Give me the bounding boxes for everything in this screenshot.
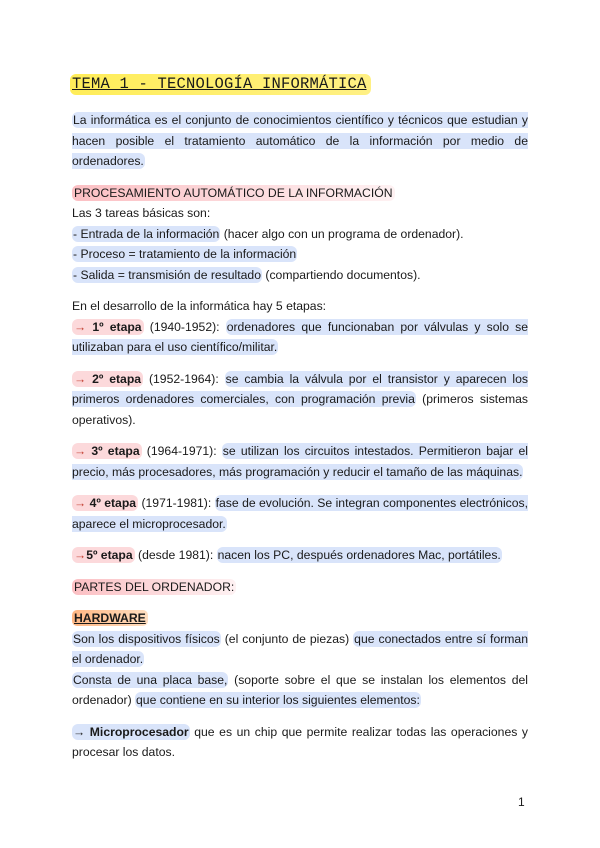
task-highlight: - Salida = transmisión de resultado <box>73 267 261 282</box>
arrow-right-icon: → <box>74 496 87 510</box>
microprocessor-label-text: Microprocesador <box>89 724 189 739</box>
stage-item <box>72 493 528 534</box>
microprocessor-item <box>72 722 528 763</box>
stage-dates: (1964-1971): <box>141 444 222 458</box>
stage-text: ordenadores que funcionaban por válvulas y solo se utilizaban para el uso científico/militar. <box>72 319 529 354</box>
stage-text: se cambia la válvula por el transistor y aparecen los primeros ordenadores comerciales, con programación previa <box>72 371 528 406</box>
task-highlight: - Proceso = tratamiento de la información <box>73 247 297 261</box>
stage-label <box>72 443 142 459</box>
hardware-paragraph-2 <box>72 670 528 711</box>
stage-text: nacen los PC, después ordenadores Mac, portátiles. <box>217 548 501 562</box>
plain-text: (el conjunto de piezas) <box>220 631 354 646</box>
parts-heading-text: PARTES DEL ORDENADOR: <box>74 579 235 594</box>
task-item <box>72 224 528 245</box>
hardware-heading-text: HARDWARE <box>74 611 146 625</box>
stage-item <box>72 441 528 482</box>
task-highlight: - Entrada de la información <box>73 226 220 241</box>
stage-item <box>72 369 528 431</box>
highlight-text: que conectados entre sí forman el ordenador. <box>72 631 528 666</box>
stage-text: se utilizan los circuitos intestados. Permitieron bajar el precio, más procesadores, más programación y reducir el tamaño de las máquinas. <box>72 444 528 479</box>
stage-item <box>72 317 528 358</box>
stage-dates: (desde 1981): <box>134 548 217 562</box>
parts-heading <box>72 577 528 598</box>
stage-label <box>72 319 144 335</box>
task-item <box>72 265 528 286</box>
highlight-text: Consta de una placa base, <box>73 672 228 687</box>
page-number: 1 <box>518 795 525 809</box>
highlight-text: Son los dispositivos físicos <box>73 631 220 646</box>
task-rest: (compartiendo documentos). <box>262 267 421 282</box>
stage-dates: (1952-1964): <box>143 371 225 386</box>
intro-text: La informática es el conjunto de conocimientos científico y técnicos que estudian y hacen posible el tratamiento automático de la información por medio de ordenadores. <box>72 113 528 168</box>
intro-paragraph <box>72 110 528 172</box>
stage-extra: (primeros sistemas operativos). <box>72 392 528 427</box>
arrow-right-icon: → <box>74 444 87 458</box>
section-heading-text: PROCESAMIENTO AUTOMÁTICO DE LA INFORMACIÓN <box>74 185 393 200</box>
plain-text: (soporte sobre el que se instalan los elementos del ordenador) <box>72 672 528 707</box>
stage-dates: (1940-1952): <box>143 319 226 334</box>
task-item <box>72 244 528 265</box>
stage-item <box>72 545 528 566</box>
hardware-heading <box>72 608 528 629</box>
hardware-paragraph-1 <box>72 629 528 670</box>
highlight-text: que contiene en su interior los siguientes elementos: <box>136 693 420 707</box>
page-title: TEMA 1 - TECNOLOGÍA INFORMÁTICA <box>70 74 371 95</box>
stage-label-text: 1º etapa <box>92 319 142 334</box>
section-heading-processing <box>72 183 528 204</box>
stage-label-text: 2º etapa <box>92 371 142 386</box>
stage-label-text: 5º etapa <box>86 548 133 562</box>
arrow-right-icon: → <box>73 724 86 739</box>
stage-label <box>72 547 135 563</box>
arrow-right-icon: → <box>74 319 87 334</box>
stages-lead: En el desarrollo de la informática hay 5 etapas: <box>72 299 327 313</box>
task-rest: (hacer algo con un programa de ordenador). <box>220 226 464 241</box>
arrow-right-icon: → <box>74 371 87 386</box>
stage-label <box>72 371 143 387</box>
stage-text: fase de evolución. Se integran componentes electrónicos, aparece el microprocesador. <box>72 496 529 531</box>
microprocessor-text: que es un chip que permite realizar todas las operaciones y procesar los datos. <box>72 724 528 759</box>
tasks-lead: Las 3 tareas básicas son: <box>72 206 211 220</box>
stage-label-text: 4º etapa <box>89 496 137 510</box>
stage-dates: (1971-1981): <box>138 496 215 510</box>
arrow-right-icon: → <box>74 548 87 562</box>
microprocessor-label <box>72 724 190 740</box>
stage-label <box>72 495 138 511</box>
document-page <box>72 74 528 763</box>
stage-label-text: 3º etapa <box>91 444 140 458</box>
